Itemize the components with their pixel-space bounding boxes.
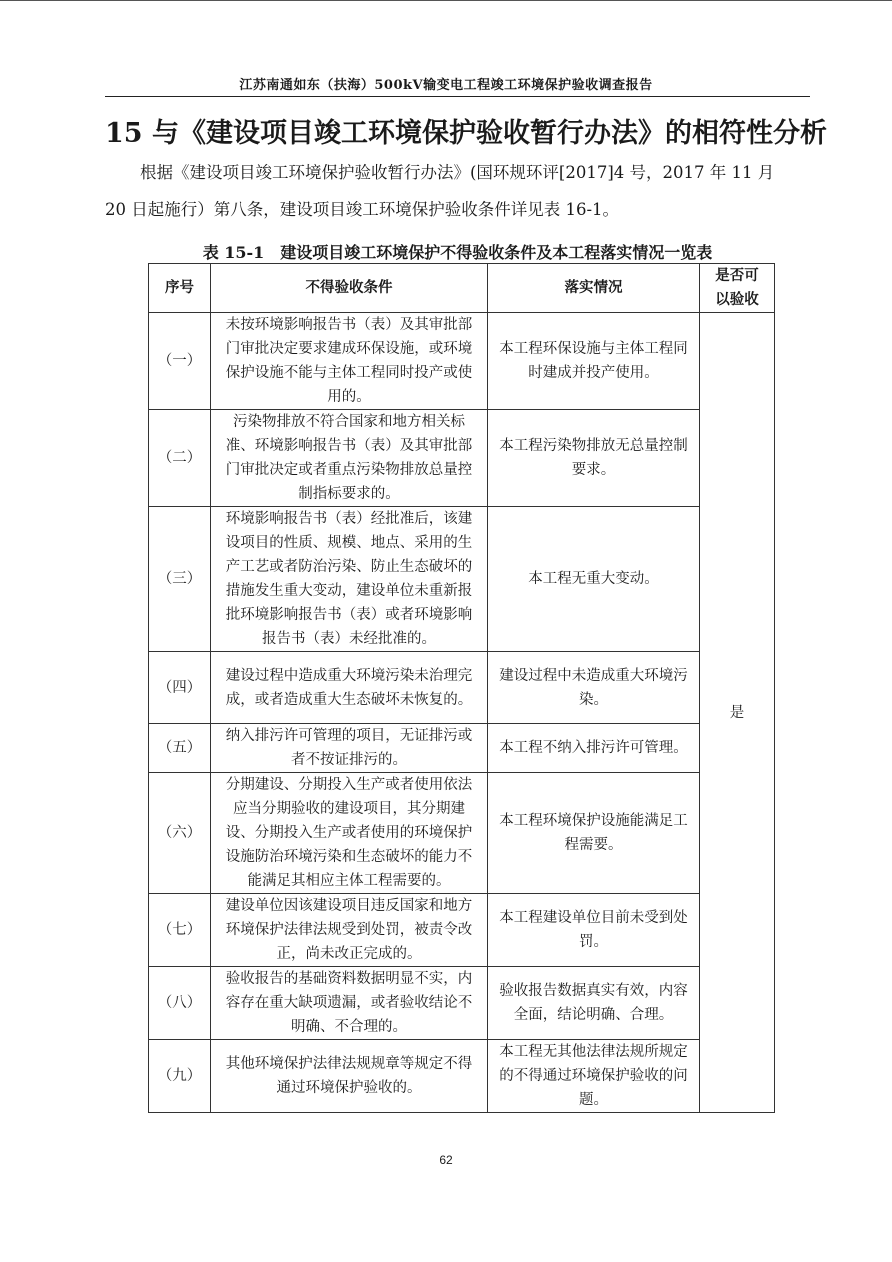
table-row <box>149 773 775 894</box>
table-row <box>149 313 775 410</box>
table-row <box>149 967 775 1040</box>
row-num: （九） <box>149 1040 211 1113</box>
row-num: （四） <box>149 652 211 724</box>
header-condition: 不得验收条件 <box>211 264 488 313</box>
row-condition: 污染物排放不符合国家和地方相关标准、环境影响报告书（表）及其审批部门审批决定或者重点污染物排放总量控制指标要求的。 <box>211 410 488 507</box>
table-row <box>149 894 775 967</box>
table-caption: 表 15-1 建设项目竣工环境保护不得验收条件及本工程落实情况一览表 <box>202 243 713 262</box>
row-status: 本工程无重大变动。 <box>488 507 700 652</box>
row-num: （八） <box>149 967 211 1040</box>
row-condition: 建设过程中造成重大环境污染未治理完成，或者造成重大生态破坏未恢复的。 <box>211 652 488 724</box>
row-condition: 环境影响报告书（表）经批准后，该建设项目的性质、规模、地点、采用的生产工艺或者防治污染、防止生态破坏的措施发生重大变动，建设单位未重新报批环境影响报告书（表）或者环境影响报告书（表）未经批准的。 <box>211 507 488 652</box>
row-num: （五） <box>149 724 211 773</box>
row-condition: 未按环境影响报告书（表）及其审批部门审批决定要求建成环保设施，或环境保护设施不能与主体工程同时投产或使用的。 <box>211 313 488 410</box>
row-num: （二） <box>149 410 211 507</box>
row-status: 本工程污染物排放无总量控制要求。 <box>488 410 700 507</box>
running-header: 江苏南通如东（扶海）500kV输变电工程竣工环境保护验收调查报告 <box>239 78 653 93</box>
section-title: 15 与《建设项目竣工环境保护验收暂行办法》的相符性分析 <box>105 118 827 149</box>
table-header-row <box>149 264 775 313</box>
row-condition: 纳入排污许可管理的项目，无证排污或者不按证排污的。 <box>211 724 488 773</box>
header-num: 序号 <box>149 264 211 313</box>
row-condition: 建设单位因该建设项目违反国家和地方环境保护法律法规受到处罚，被责令改正，尚未改正完成的。 <box>211 894 488 967</box>
row-num: （一） <box>149 313 211 410</box>
table-row <box>149 507 775 652</box>
row-status: 本工程不纳入排污许可管理。 <box>488 724 700 773</box>
row-condition: 分期建设、分期投入生产或者使用依法应当分期验收的建设项目，其分期建设、分期投入生产或者使用的环境保护设施防治环境污染和生态破坏的能力不能满足其相应主体工程需要的。 <box>211 773 488 894</box>
intro-paragraph <box>105 154 810 228</box>
acceptance-conditions-table <box>148 263 775 1113</box>
table-row <box>149 410 775 507</box>
row-status: 本工程建设单位目前未受到处罚。 <box>488 894 700 967</box>
header-verdict: 是否可以验收 <box>700 264 775 313</box>
intro-line-2: 20 日起施行）第八条，建设项目竣工环境保护验收条件详见表 16-1。 <box>105 200 620 219</box>
row-status: 建设过程中未造成重大环境污染。 <box>488 652 700 724</box>
verdict-cell: 是 <box>700 313 775 1113</box>
row-num: （六） <box>149 773 211 894</box>
page-number: 62 <box>439 1153 453 1167</box>
top-border-line <box>0 0 892 1</box>
intro-line-1: 根据《建设项目竣工环境保护验收暂行办法》(国环规环评[2017]4 号，2017 年 11 月 <box>140 163 775 182</box>
row-num: （七） <box>149 894 211 967</box>
row-num: （三） <box>149 507 211 652</box>
row-status: 本工程环境保护设施能满足工程需要。 <box>488 773 700 894</box>
row-status: 验收报告数据真实有效，内容全面，结论明确、合理。 <box>488 967 700 1040</box>
row-status: 本工程环保设施与主体工程同时建成并投产使用。 <box>488 313 700 410</box>
table-row <box>149 1040 775 1113</box>
row-condition: 验收报告的基础资料数据明显不实，内容存在重大缺项遗漏，或者验收结论不明确、不合理的。 <box>211 967 488 1040</box>
row-status: 本工程无其他法律法规所规定的不得通过环境保护验收的问题。 <box>488 1040 700 1113</box>
header-rule <box>105 96 810 97</box>
row-condition: 其他环境保护法律法规规章等规定不得通过环境保护验收的。 <box>211 1040 488 1113</box>
table-row <box>149 652 775 724</box>
header-status: 落实情况 <box>488 264 700 313</box>
table-row <box>149 724 775 773</box>
